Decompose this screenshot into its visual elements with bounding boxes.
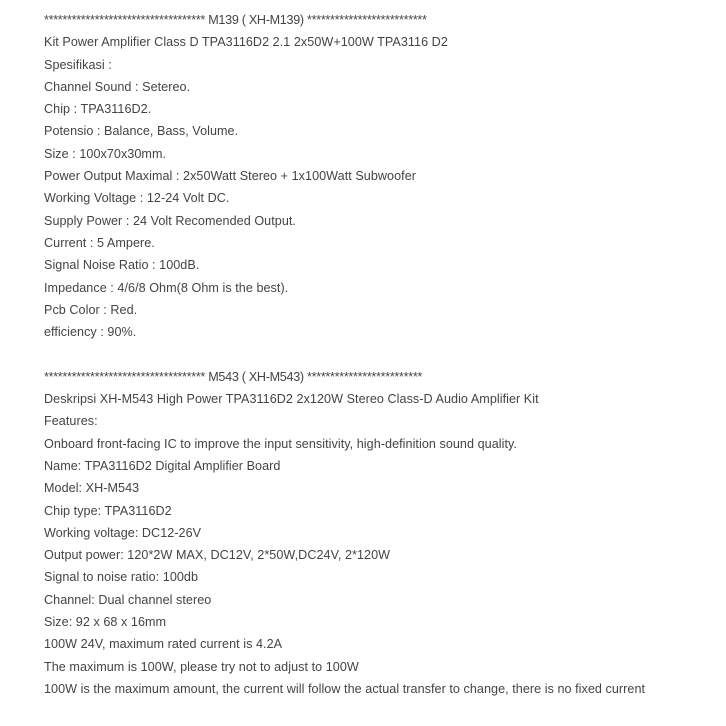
feature-current-note: 100W is the maximum amount, the current will follow the actual transfer to change, there is no fixed current bbox=[44, 681, 646, 696]
spec-signal-noise-ratio: Signal Noise Ratio : 100dB. bbox=[44, 258, 200, 273]
feature-rated-current: 100W 24V, maximum rated current is 4.2A bbox=[44, 637, 283, 652]
product-description bbox=[44, 9, 718, 700]
section-m139 bbox=[44, 9, 718, 343]
feature-channel: Channel: Dual channel stereo bbox=[44, 592, 212, 607]
feature-max-note: The maximum is 100W, please try not to adjust to 100W bbox=[44, 659, 359, 674]
feature-onboard-ic: Onboard front-facing IC to improve the input sensitivity, high-definition sound quality. bbox=[44, 436, 517, 451]
spec-size: Size : 100x70x30mm. bbox=[44, 146, 167, 161]
section-spacer bbox=[44, 343, 718, 365]
feature-working-voltage: Working voltage: DC12-26V bbox=[44, 525, 202, 540]
product-title-m543: Deskripsi XH-M543 High Power TPA3116D2 2x120W Stereo Class-D Audio Amplifier Kit bbox=[44, 392, 539, 407]
spec-channel-sound: Channel Sound : Setereo. bbox=[44, 79, 191, 94]
spec-working-voltage: Working Voltage : 12-24 Volt DC. bbox=[44, 191, 230, 206]
spec-potensio: Potensio : Balance, Bass, Volume. bbox=[44, 124, 239, 139]
spec-power-output: Power Output Maximal : 2x50Watt Stereo + 1x100Watt Subwoofer bbox=[44, 169, 417, 184]
spec-current: Current : 5 Ampere. bbox=[44, 235, 155, 250]
spec-pcb-color: Pcb Color : Red. bbox=[44, 302, 138, 317]
spec-chip: Chip : TPA3116D2. bbox=[44, 102, 152, 117]
feature-model: Model: XH-M543 bbox=[44, 481, 140, 496]
spec-heading: Spesifikasi : bbox=[44, 57, 112, 72]
product-title-m139: Kit Power Amplifier Class D TPA3116D2 2.1 2x50W+100W TPA3116 D2 bbox=[44, 35, 448, 50]
feature-size: Size: 92 x 68 x 16mm bbox=[44, 615, 167, 630]
feature-output-power: Output power: 120*2W MAX, DC12V, 2*50W,DC24V, 2*120W bbox=[44, 548, 391, 563]
spec-efficiency: efficiency : 90%. bbox=[44, 325, 137, 340]
section-header-m139: *********************************** M139 ( XH-M139) ************************** bbox=[44, 13, 427, 27]
spec-impedance: Impedance : 4/6/8 Ohm(8 Ohm is the best). bbox=[44, 280, 289, 295]
section-m543 bbox=[44, 366, 718, 700]
feature-snr: Signal to noise ratio: 100db bbox=[44, 570, 199, 585]
features-heading: Features: bbox=[44, 414, 98, 429]
feature-name: Name: TPA3116D2 Digital Amplifier Board bbox=[44, 458, 281, 473]
spec-supply-power: Supply Power : 24 Volt Recomended Output. bbox=[44, 213, 296, 228]
feature-chip-type: Chip type: TPA3116D2 bbox=[44, 503, 172, 518]
section-header-m543: *********************************** M543 ( XH-M543) ************************* bbox=[44, 369, 423, 384]
